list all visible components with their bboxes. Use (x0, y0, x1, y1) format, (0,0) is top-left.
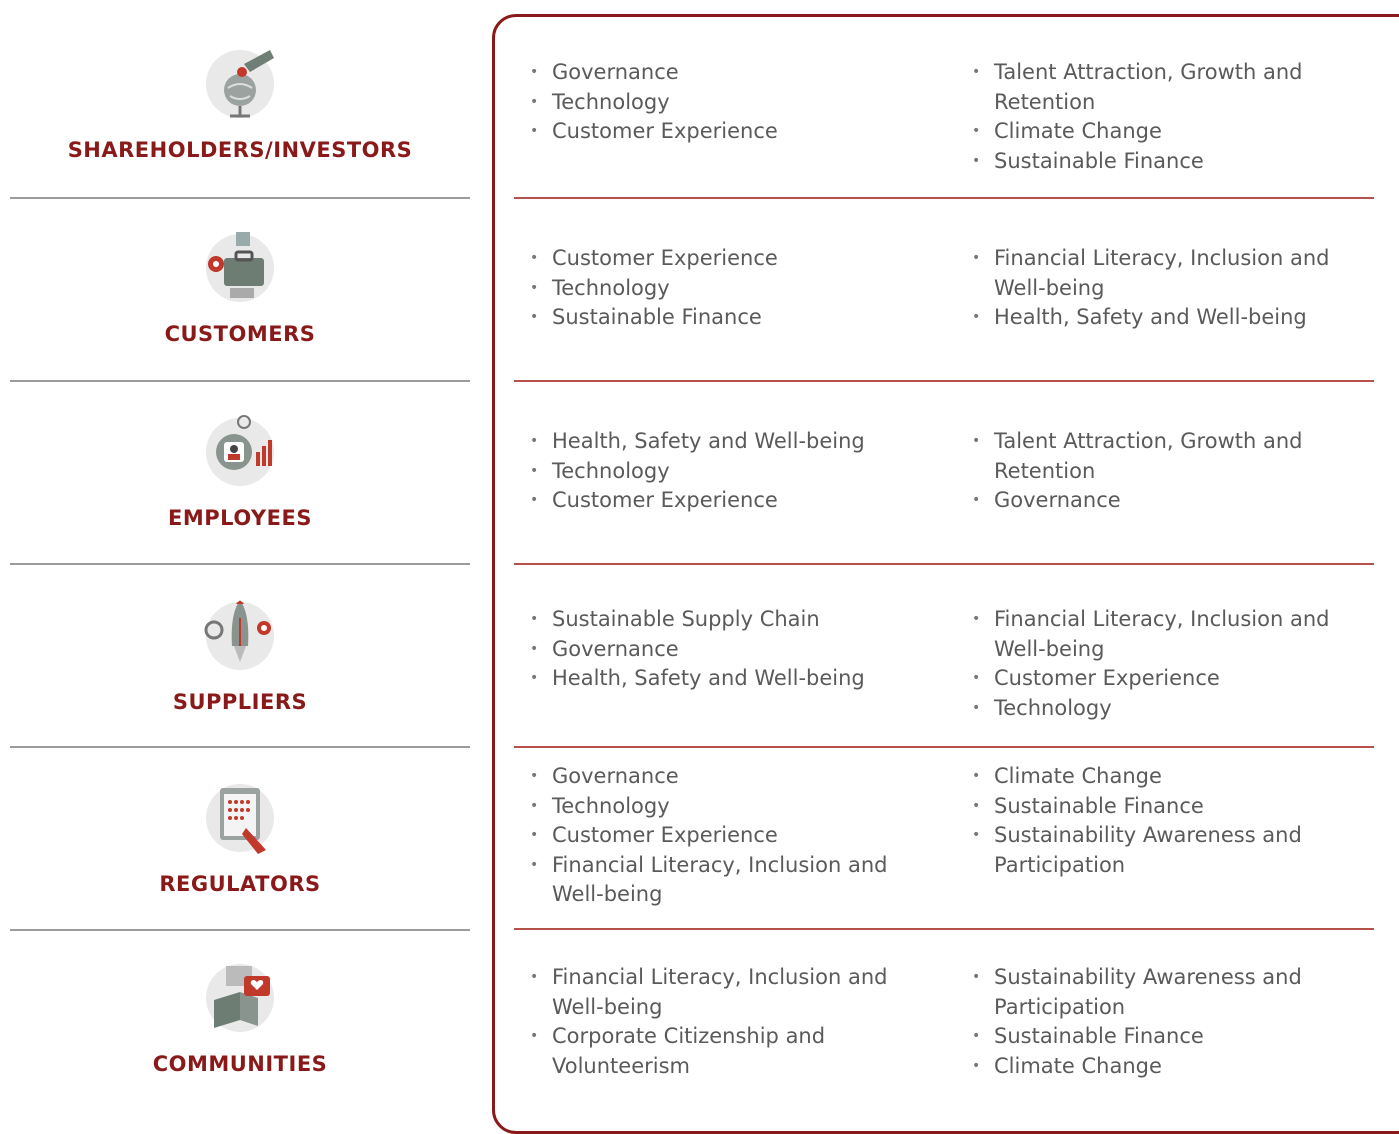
divider (514, 380, 1374, 382)
stakeholder-suppliers (10, 596, 470, 714)
topic-list (972, 605, 1362, 723)
topic-item: • Climate Change (972, 762, 1362, 792)
topic-item: • Customer Experience (530, 244, 920, 274)
topic-item: • Financial Literacy, Inclusion and Well-being (972, 244, 1362, 303)
employee-growth-icon (200, 412, 280, 492)
topics-left-column (530, 427, 920, 516)
divider (10, 380, 470, 382)
topic-item: • Health, Safety and Well-being (530, 664, 920, 694)
topic-item: • Financial Literacy, Inclusion and Well-being (530, 963, 920, 1022)
topic-item: • Sustainable Finance (972, 1022, 1362, 1052)
topic-list (972, 58, 1362, 176)
topic-item: • Governance (972, 486, 1362, 516)
topics-right-column (972, 605, 1362, 723)
topic-list (530, 427, 920, 516)
stakeholder-label: CUSTOMERS (164, 322, 316, 346)
stakeholder-communities (10, 958, 470, 1076)
divider (514, 563, 1374, 565)
topic-item: • Financial Literacy, Inclusion and Well-being (972, 605, 1362, 664)
topic-item: • Technology (530, 457, 920, 487)
topics-right-column (972, 427, 1362, 516)
topic-list (530, 244, 920, 333)
stakeholder-label: COMMUNITIES (152, 1052, 328, 1076)
topic-item: • Technology (972, 694, 1362, 724)
stakeholder-label: SHAREHOLDERS/INVESTORS (67, 138, 413, 162)
topic-list (530, 605, 920, 694)
topic-list (530, 963, 920, 1081)
topic-list (530, 58, 920, 147)
topics-right-column (972, 762, 1362, 880)
topics-right-column (972, 58, 1362, 176)
topic-item: • Governance (530, 58, 920, 88)
stakeholder-label: REGULATORS (159, 872, 321, 896)
topic-item: • Financial Literacy, Inclusion and Well-being (530, 851, 920, 910)
stakeholder-label: EMPLOYEES (168, 506, 312, 530)
topic-item: • Sustainable Supply Chain (530, 605, 920, 635)
topic-item: • Health, Safety and Well-being (530, 427, 920, 457)
checklist-clipboard-icon (200, 778, 280, 858)
topic-list (972, 427, 1362, 516)
topic-list (972, 244, 1362, 333)
topic-list (530, 762, 920, 910)
stakeholder-regulators (10, 778, 470, 896)
topic-list (972, 963, 1362, 1081)
briefcase-gear-icon (200, 228, 280, 308)
topic-item: • Health, Safety and Well-being (972, 303, 1362, 333)
topic-item: • Customer Experience (972, 664, 1362, 694)
topics-left-column (530, 244, 920, 333)
topic-item: • Sustainability Awareness and Participation (972, 821, 1362, 880)
divider (10, 197, 470, 199)
topic-item: • Customer Experience (530, 486, 920, 516)
topic-item: • Technology (530, 792, 920, 822)
topic-item: • Talent Attraction, Growth and Retention (972, 427, 1362, 486)
globe-hand-icon (200, 44, 280, 124)
divider (514, 197, 1374, 199)
stakeholder-label: SUPPLIERS (172, 690, 308, 714)
topics-right-column (972, 963, 1362, 1081)
divider (514, 928, 1374, 930)
topic-item: • Sustainable Finance (530, 303, 920, 333)
topics-left-column (530, 963, 920, 1081)
stakeholder-employees (10, 412, 470, 530)
topic-item: • Sustainable Finance (972, 147, 1362, 177)
community-heart-icon (200, 958, 280, 1038)
topic-item: • Governance (530, 762, 920, 792)
topics-left-column (530, 762, 920, 910)
divider (10, 746, 470, 748)
topic-item: • Sustainable Finance (972, 792, 1362, 822)
topics-left-column (530, 605, 920, 694)
topic-item: • Governance (530, 635, 920, 665)
topic-item: • Technology (530, 88, 920, 118)
divider (10, 563, 470, 565)
topics-right-column (972, 244, 1362, 333)
topics-left-column (530, 58, 920, 147)
topic-item: • Customer Experience (530, 117, 920, 147)
topic-item: • Customer Experience (530, 821, 920, 851)
divider (10, 929, 470, 931)
topic-item: • Climate Change (972, 1052, 1362, 1082)
stakeholder-shareholders (10, 44, 470, 162)
topic-item: • Technology (530, 274, 920, 304)
stakeholder-customers (10, 228, 470, 346)
topic-list (972, 762, 1362, 880)
topic-item: • Talent Attraction, Growth and Retention (972, 58, 1362, 117)
topic-item: • Corporate Citizenship and Volunteerism (530, 1022, 920, 1081)
divider (514, 746, 1374, 748)
topic-item: • Climate Change (972, 117, 1362, 147)
stakeholder-column (0, 0, 480, 1104)
topic-item: • Sustainability Awareness and Participation (972, 963, 1362, 1022)
rocket-gears-icon (200, 596, 280, 676)
